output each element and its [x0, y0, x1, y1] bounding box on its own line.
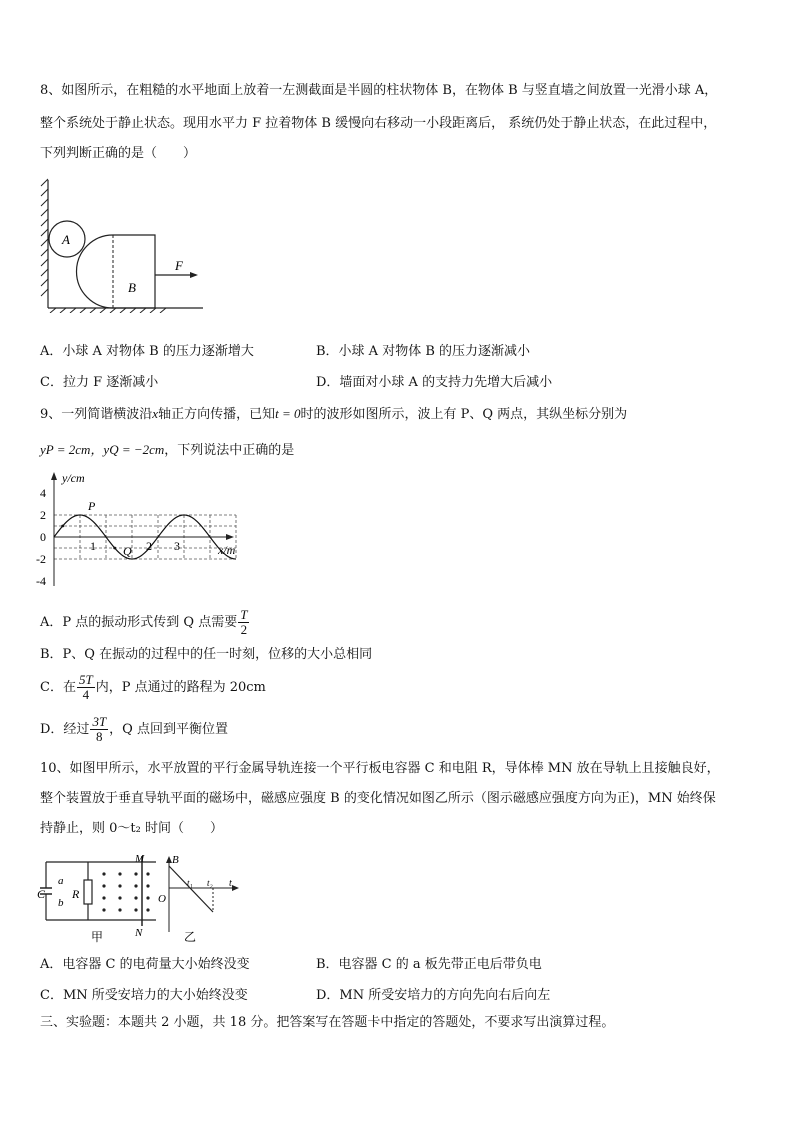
circuit-figure-jia [36, 852, 161, 944]
q9-option-c-den: 4 [82, 687, 90, 702]
label-plate-a: a [58, 875, 64, 887]
section-3-heading: 三、实验题：本题共 2 小题，共 18 分。把答案写在答题卡中指定的答题处，不要求写出演算过程。 [40, 1015, 615, 1030]
q9-option-a-num: T [240, 607, 248, 622]
label-plate-b: b [58, 897, 64, 909]
q9-option-a [40, 608, 250, 637]
q9-yq: yQ = −2cm [103, 442, 165, 457]
point-q-label: Q [123, 544, 132, 558]
y-tick-neg2: -2 [36, 552, 46, 566]
q9-line-1-t: t = 0 [275, 406, 301, 421]
q8-option-a: A．小球 A 对物体 B 的压力逐渐增大 [40, 344, 254, 359]
q10-option-d: D．MN 所受安培力的方向先向右后向左 [316, 988, 551, 1003]
q9-option-c-num: 5T [78, 672, 93, 687]
label-b: B [128, 280, 136, 295]
label-a: A [62, 232, 70, 247]
q9-line-2-post: ，下列说法中正确的是 [164, 443, 295, 458]
q9-line-1-post: 时的波形如图所示，波上有 P、Q 两点，其纵坐标分别为 [300, 407, 628, 422]
q8-option-c: C．拉力 F 逐渐减小 [40, 375, 159, 390]
q9-line-1-pre: 9、一列简谐横波沿 [40, 407, 153, 422]
q9-yp: yP = 2cm， [40, 442, 104, 457]
label-n: N [135, 927, 143, 939]
label-c: C [37, 887, 46, 901]
q10-option-b: B．电容器 C 的 a 板先带正电后带负电 [316, 957, 542, 972]
resistor-shape [84, 880, 92, 904]
q9-option-d-pre: D．经过 [40, 722, 90, 737]
q10-line-2: 整个装置放于垂直导轨平面的磁场中，磁感应强度 B 的变化情况如图乙所示（图示磁感应强度方向为正)，MN 始终保 [40, 791, 716, 806]
label-f: F [175, 258, 183, 273]
q9-option-a-fraction [238, 608, 249, 637]
label-r: R [72, 887, 80, 901]
y-tick-0: 0 [40, 530, 46, 544]
object-b-shape [77, 235, 156, 308]
x-tick-2: 2 [146, 539, 152, 553]
point-q-marker [113, 547, 116, 550]
q9-option-c-pre: C．在 [40, 680, 76, 695]
point-p-marker [61, 525, 64, 528]
label-t-axis: t [229, 878, 232, 889]
label-b-axis: B [172, 854, 179, 866]
q8-line-1: 8、如图所示，在粗糙的水平地面上放着一左测截面是半圆的柱状物体 B，在物体 B 与竖直墙之间放置一光滑小球 A， [40, 83, 718, 98]
q9-option-d [40, 715, 228, 744]
q9-option-a-den: 2 [240, 622, 248, 637]
label-m: M [135, 853, 145, 865]
q9-line-1-x: x [152, 406, 159, 421]
q10-option-a: A．电容器 C 的电荷量大小始终没变 [40, 957, 250, 972]
q9-option-d-fraction [90, 715, 108, 744]
q9-option-c-fraction [77, 673, 95, 702]
x-tick-1: 1 [90, 539, 96, 553]
x-axis-label: x/m [218, 543, 236, 557]
q9-option-c [40, 673, 266, 702]
q10-line-1: 10、如图甲所示，水平放置的平行金属导轨连接一个平行板电容器 C 和电阻 R，导体棒 MN 放在导轨上且接触良好， [40, 761, 720, 776]
point-p-label: P [88, 499, 96, 513]
b-line [169, 866, 213, 912]
q9-option-d-post: ，Q 点回到平衡位置 [109, 722, 228, 737]
label-t1: t₁ [187, 878, 193, 888]
q9-line-1-mid: 轴正方向传播，已知 [158, 407, 276, 422]
q8-option-b: B．小球 A 对物体 B 的压力逐渐减小 [316, 344, 531, 359]
wave-chart [30, 468, 255, 590]
q9-option-c-post: 内，P 点通过的路程为 20cm [95, 680, 266, 695]
caption-yi: 乙 [184, 930, 197, 944]
y-tick-neg4: -4 [36, 574, 46, 588]
caption-jia: 甲 [91, 930, 104, 944]
b-t-graph-yi [155, 852, 245, 944]
q10-line-3: 持静止，则 0～t₂ 时间（ ） [40, 821, 223, 836]
label-origin: O [158, 893, 166, 905]
q9-option-a-text: A．P 点的振动形式传到 Q 点需要 [40, 615, 238, 630]
y-tick-4: 4 [40, 486, 46, 500]
q8-line-3: 下列判断正确的是（ ） [40, 146, 197, 161]
q10-option-c: C．MN 所受安培力的大小始终没变 [40, 988, 248, 1003]
q9-option-d-den: 8 [96, 729, 103, 744]
q9-line-2 [40, 441, 294, 460]
x-tick-3: 3 [174, 539, 180, 553]
q8-line-2: 整个系统处于静止状态。现用水平力 F 拉着物体 B 缓慢向右移动一小段距离后， 系统仍处于静止状态，在此过程中， [40, 116, 717, 131]
label-t2: t₂ [207, 878, 213, 888]
q9-option-b: B．P、Q 在振动的过程中的任一时刻，位移的大小总相同 [40, 647, 373, 662]
q9-line-1 [40, 405, 627, 424]
q8-option-d: D．墙面对小球 A 的支持力先增大后减小 [316, 375, 553, 390]
q8-figure [38, 178, 208, 313]
y-tick-2: 2 [40, 508, 46, 522]
y-axis-label: y/cm [62, 471, 85, 485]
q9-option-d-num: 3T [92, 714, 107, 729]
